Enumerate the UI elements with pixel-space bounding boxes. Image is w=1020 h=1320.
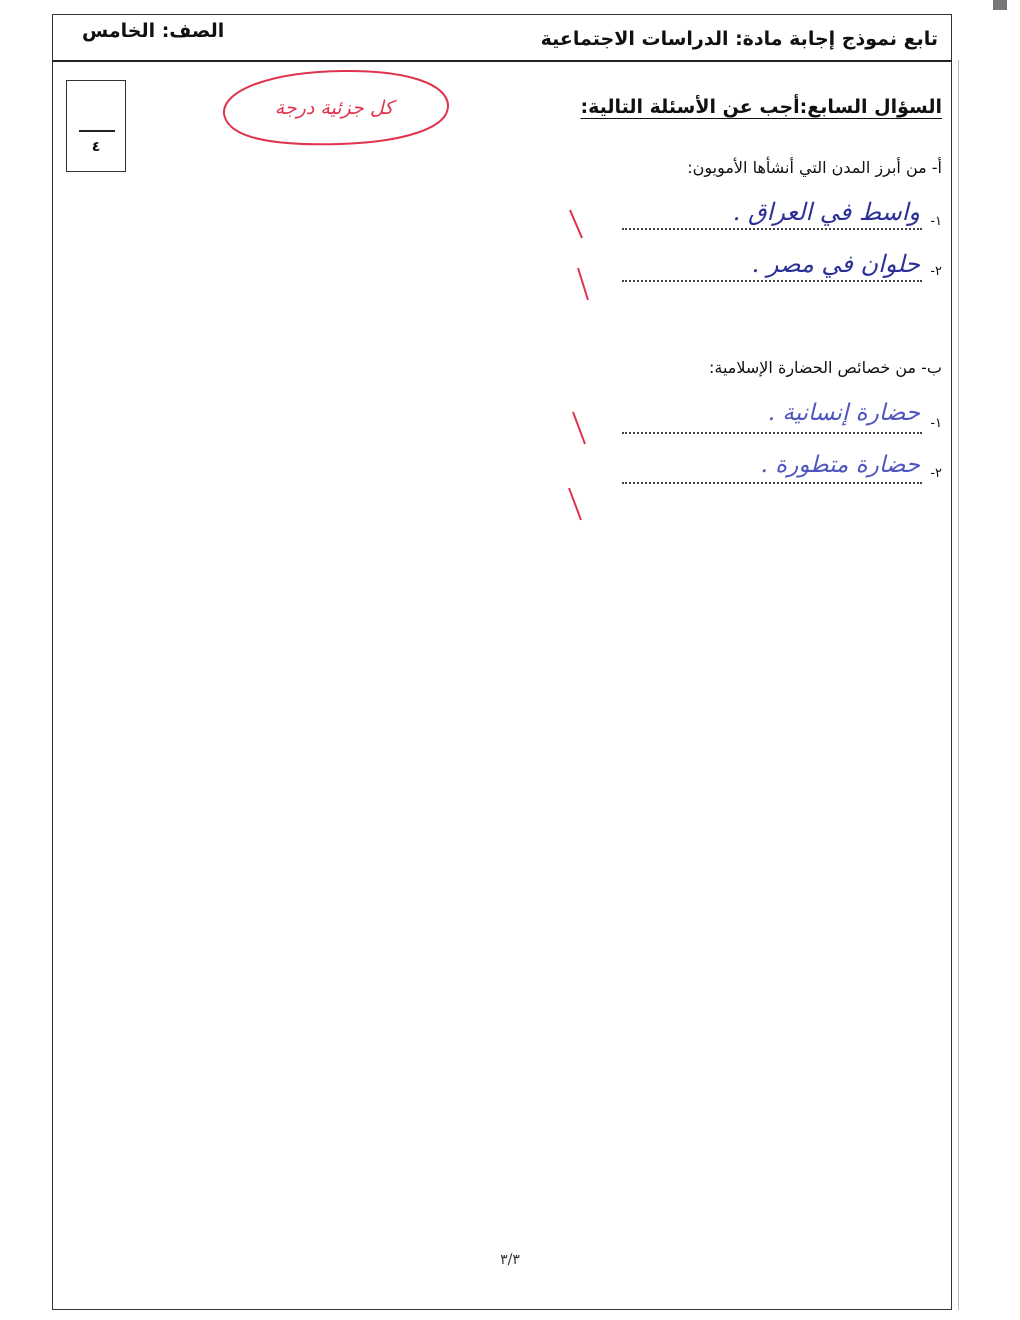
part-a-answer-2: حلوان في مصر . — [751, 250, 920, 278]
grader-mark-a2 — [573, 264, 595, 304]
part-b-prompt: ب- من خصائص الحضارة الإسلامية: — [708, 358, 942, 377]
header-title: تابع نموذج إجابة مادة: الدراسات الاجتماعية — [540, 28, 938, 50]
part-b-answer-2-number: ٢- — [930, 466, 942, 481]
scan-corner-mark — [993, 0, 1007, 10]
part-a-answer-2-number: ٢- — [930, 264, 942, 279]
grader-note-stamp — [212, 62, 452, 154]
answer-line — [622, 482, 922, 484]
part-a-answer-1-number: ١- — [930, 214, 942, 229]
score-divider — [79, 130, 115, 132]
grader-mark-a1 — [565, 206, 587, 242]
answer-line — [622, 432, 922, 434]
score-total: ٤ — [91, 139, 101, 155]
part-a-answer-1: واسط في العراق . — [732, 198, 920, 226]
grader-mark-b1 — [568, 408, 590, 448]
answer-line — [622, 228, 922, 230]
header — [52, 14, 952, 62]
header-grade: الصف: الخامس — [82, 20, 225, 42]
grader-note-text: كل جزئية درجة — [274, 97, 394, 119]
answer-line — [622, 280, 922, 282]
grader-mark-b2 — [564, 484, 586, 524]
score-box — [66, 80, 126, 172]
part-b-answer-1: حضارة إنسانية . — [767, 400, 920, 426]
part-b-answer-2: حضارة متطورة . — [760, 452, 920, 478]
part-b-answer-1-number: ١- — [930, 416, 942, 431]
page-number: ٣/٣ — [500, 1252, 520, 1268]
question-title: السؤال السابع:أجب عن الأسئلة التالية: — [580, 96, 942, 118]
scan-edge — [958, 60, 959, 1310]
part-a-prompt: أ- من أبرز المدن التي أنشأها الأمويون: — [687, 158, 942, 177]
